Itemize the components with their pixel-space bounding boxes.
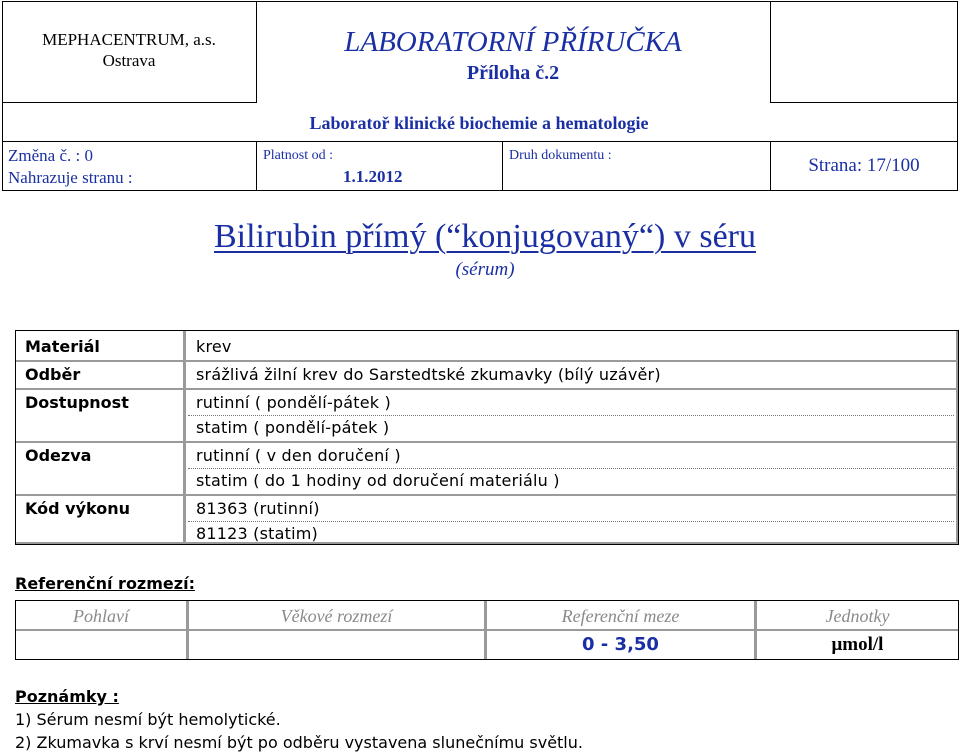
code-statim: 81123 (statim) bbox=[196, 524, 318, 543]
test-info-table bbox=[15, 330, 959, 545]
valid-from-date: 1.1.2012 bbox=[343, 167, 403, 186]
change-number: Změna č. : 0 bbox=[8, 146, 93, 165]
response-label: Odezva bbox=[25, 446, 92, 465]
test-title: Bilirubin přímý (“konjugovaný“) v séru bbox=[213, 218, 756, 255]
department-name: Laboratoř klinické biochemie a hematologie bbox=[309, 113, 649, 133]
company-city: Ostrava bbox=[102, 51, 156, 70]
note-item: 1) Sérum nesmí být hemolytické. bbox=[15, 710, 281, 729]
header-units: Jednotky bbox=[825, 606, 890, 626]
header-sex: Pohlaví bbox=[73, 606, 129, 626]
availability-routine: rutinní ( pondělí-pátek ) bbox=[196, 393, 391, 412]
reference-limits-value: 0 - 3,50 bbox=[582, 634, 659, 655]
reference-units-value: μmol/l bbox=[831, 634, 884, 655]
collection-value: srážlivá žilní krev do Sarstedtské zkumavky (bílý uzávěr) bbox=[196, 365, 661, 384]
availability-label: Dostupnost bbox=[25, 393, 129, 412]
notes-title: Poznámky : bbox=[15, 687, 119, 706]
material-label: Materiál bbox=[25, 337, 100, 356]
test-specimen: (sérum) bbox=[455, 259, 515, 280]
note-item: 2) Zkumavka s krví nesmí být po odběru vystavena slunečnímu světlu. bbox=[15, 733, 583, 752]
valid-from-label: Platnost od : bbox=[263, 148, 334, 163]
code-routine: 81363 (rutinní) bbox=[196, 499, 320, 518]
reference-range-table bbox=[15, 600, 959, 660]
replaces-page: Nahrazuje stranu : bbox=[8, 168, 133, 187]
response-statim: statim ( do 1 hodiny od doručení materiálu ) bbox=[196, 471, 560, 490]
doc-subtitle: Příloha č.2 bbox=[466, 62, 560, 84]
header-limits: Referenční meze bbox=[561, 606, 680, 626]
reference-range-title: Referenční rozmezí: bbox=[15, 574, 195, 593]
header-age-range: Věkové rozmezí bbox=[280, 606, 393, 626]
doc-title: LABORATORNÍ PŘÍRUČKA bbox=[344, 26, 682, 58]
code-label: Kód výkonu bbox=[25, 499, 130, 518]
company-name: MEPHACENTRUM, a.s. bbox=[42, 30, 216, 49]
availability-statim: statim ( pondělí-pátek ) bbox=[196, 418, 390, 437]
collection-label: Odběr bbox=[25, 365, 81, 384]
page-number: Strana: 17/100 bbox=[808, 155, 920, 176]
response-routine: rutinní ( v den doručení ) bbox=[196, 446, 401, 465]
material-value: krev bbox=[196, 337, 232, 356]
doc-type-label: Druh dokumentu : bbox=[509, 148, 612, 163]
